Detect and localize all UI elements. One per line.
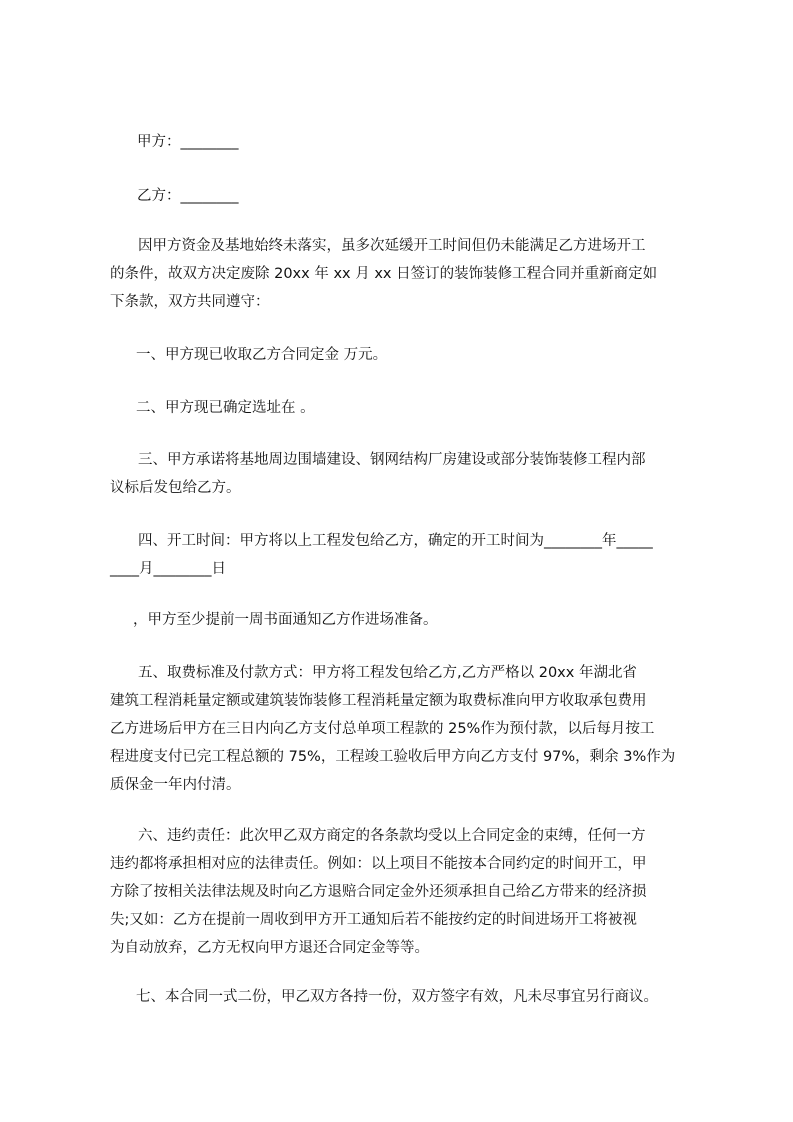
- clause-6-line-5: 为自动放弃，乙方无权向甲方退还合同定金等等。: [110, 940, 429, 956]
- clause-5-line-3: 乙方进场后甲方在三日内向乙方支付总单项工程款的 25%作为预付款，以后每月按工: [110, 721, 655, 737]
- clause-6: [110, 822, 710, 962]
- clause-4-line-2: ____月________日: [110, 561, 226, 577]
- clause-4-note: ，甲方至少提前一周书面通知乙方作进场准备。: [133, 612, 438, 628]
- clause-6-line-2: 违约都将承担相对应的法律责任。例如：以上项目不能按本合同约定的时间开工，甲: [110, 856, 647, 872]
- clause-7: 七、本合同一式二份，甲乙双方各持一份，双方签字有效，凡未尽事宜另行商议。: [136, 989, 658, 1005]
- clause-6-line-1: 六、违约责任：此次甲乙双方商定的各条款均受以上合同定金的束缚，任何一方: [138, 828, 646, 844]
- clause-4-line-1: 四、开工时间：甲方将以上工程发包给乙方，确定的开工时间为________年_____: [138, 533, 653, 549]
- party-b-line: 乙方：________: [137, 188, 239, 204]
- clause-3-line-2: 议标后发包给乙方。: [110, 480, 241, 496]
- clause-6-line-3: 方除了按相关法律法规及时向乙方退赔合同定金外还须承担自己给乙方带来的经济损: [110, 884, 647, 900]
- clause-5-line-2: 建筑工程消耗量定额或建筑装饰装修工程消耗量定额为取费标准向甲方收取承包费用: [110, 693, 647, 709]
- intro-paragraph: [110, 232, 710, 316]
- clause-2: 二、甲方现已确定选址在 。: [136, 400, 315, 416]
- clause-5: [110, 659, 710, 799]
- clause-5-line-4: 程进度支付已完工程总额的 75%，工程竣工验收后甲方向乙方支付 97%，剩余 3%作为: [110, 749, 676, 765]
- clause-4: [110, 527, 710, 583]
- party-a-line: 甲方：________: [137, 134, 239, 150]
- clause-3: [110, 446, 710, 502]
- intro-line-1: 因甲方资金及基地始终未落实，虽多次延缓开工时间但仍未能满足乙方进场开工: [138, 238, 646, 254]
- clause-6-line-4: 失;又如：乙方在提前一周收到甲方开工通知后若不能按约定的时间进场开工将被视: [110, 912, 637, 928]
- clause-5-line-1: 五、取费标准及付款方式：甲方将工程发包给乙方,乙方严格以 20xx 年湖北省: [138, 665, 637, 681]
- clause-3-line-1: 三、甲方承诺将基地周边围墙建设、钢网结构厂房建设或部分装饰装修工程内部: [138, 452, 646, 468]
- intro-line-2: 的条件，故双方决定废除 20xx 年 xx 月 xx 日签订的装饰装修工程合同并重新商定如: [110, 266, 658, 282]
- intro-line-3: 下条款，双方共同遵守：: [110, 294, 270, 310]
- clause-1: 一、甲方现已收取乙方合同定金 万元。: [136, 347, 388, 363]
- clause-5-line-5: 质保金一年内付清。: [110, 777, 241, 793]
